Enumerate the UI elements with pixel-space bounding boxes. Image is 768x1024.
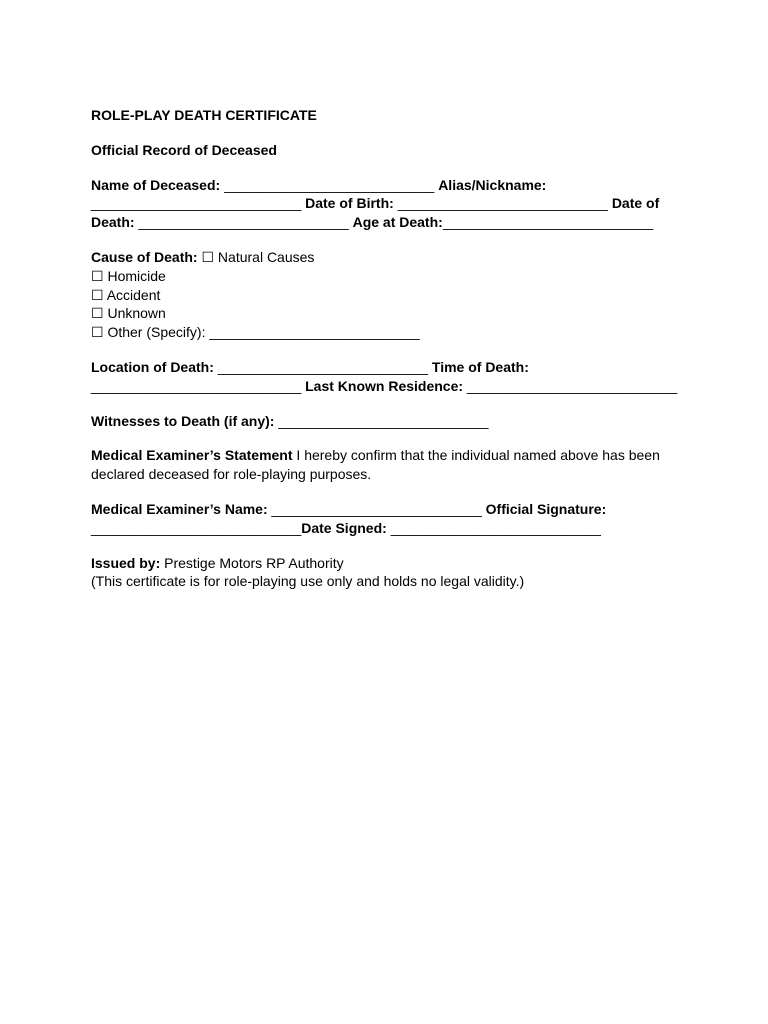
signature-blank[interactable]: ___________________________ [91,519,302,536]
cause-option-unknown: Unknown [107,305,166,322]
witnesses-label: Witnesses to Death (if any): [91,412,275,429]
document-subtitle: Official Record of Deceased [91,141,277,158]
cause-line-other [91,323,681,342]
disclaimer-text: (This certificate is for role-playing use only and holds no legal validity.) [91,573,525,590]
location-blank[interactable]: ___________________________ [217,358,429,375]
checkbox-icon[interactable]: ☐ [91,267,104,284]
residence-label: Last Known Residence: [305,377,464,394]
statement-section [91,446,681,484]
examiner-name-label: Medical Examiner’s Name: [91,500,268,517]
cause-line-accident [91,286,681,305]
cause-option-other: Other (Specify): [107,324,206,341]
checkbox-icon[interactable]: ☐ [91,305,104,322]
cause-option-homicide: Homicide [107,267,166,284]
time-blank[interactable]: ___________________________ [91,377,302,394]
name-blank[interactable]: ___________________________ [224,176,435,193]
dod-blank[interactable]: ___________________________ [138,214,349,231]
dob-label: Date of Birth: [305,195,394,212]
witnesses-blank[interactable]: ___________________________ [278,412,489,429]
alias-label: Alias/Nickname: [438,176,547,193]
age-label: Age at Death: [352,214,443,231]
residence-blank[interactable]: ___________________________ [466,377,678,394]
issued-section [91,554,681,592]
dod-label-part2: Death: [91,214,135,231]
issued-value: Prestige Motors RP Authority [164,554,344,571]
cause-line-homicide [91,267,681,286]
examiner-section [91,500,681,538]
dod-label-part1: Date of [611,195,660,212]
checkbox-icon[interactable]: ☐ [91,324,104,341]
examiner-name-blank[interactable]: ___________________________ [271,500,482,517]
location-label: Location of Death: [91,358,214,375]
cause-option-accident: Accident [106,286,161,303]
statement-label: Medical Examiner’s Statement [91,447,293,464]
certificate-page [91,106,681,591]
cause-option-natural: Natural Causes [217,248,315,265]
time-label: Time of Death: [431,358,529,375]
other-blank[interactable]: ___________________________ [209,324,420,341]
age-blank[interactable]: ___________________________ [442,214,654,231]
alias-blank[interactable]: ___________________________ [91,195,302,212]
date-signed-blank[interactable]: ___________________________ [390,519,601,536]
document-title: ROLE-PLAY DEATH CERTIFICATE [91,107,317,123]
issued-label: Issued by: [91,554,161,571]
witnesses-section [91,412,681,431]
cause-line-unknown [91,304,681,323]
location-section [91,358,681,396]
statement-text: I hereby confirm that the individual named above has been declared deceased for role-playing purposes. [91,447,660,483]
identity-section [91,176,681,232]
date-signed-label: Date Signed: [301,519,387,536]
signature-label: Official Signature: [485,500,607,517]
dob-blank[interactable]: ___________________________ [397,195,608,212]
cause-label: Cause of Death: [91,248,198,265]
cause-section [91,248,681,342]
checkbox-icon[interactable]: ☐ [201,248,215,265]
name-label: Name of Deceased: [91,176,221,193]
checkbox-icon[interactable]: ☐ [91,286,104,303]
